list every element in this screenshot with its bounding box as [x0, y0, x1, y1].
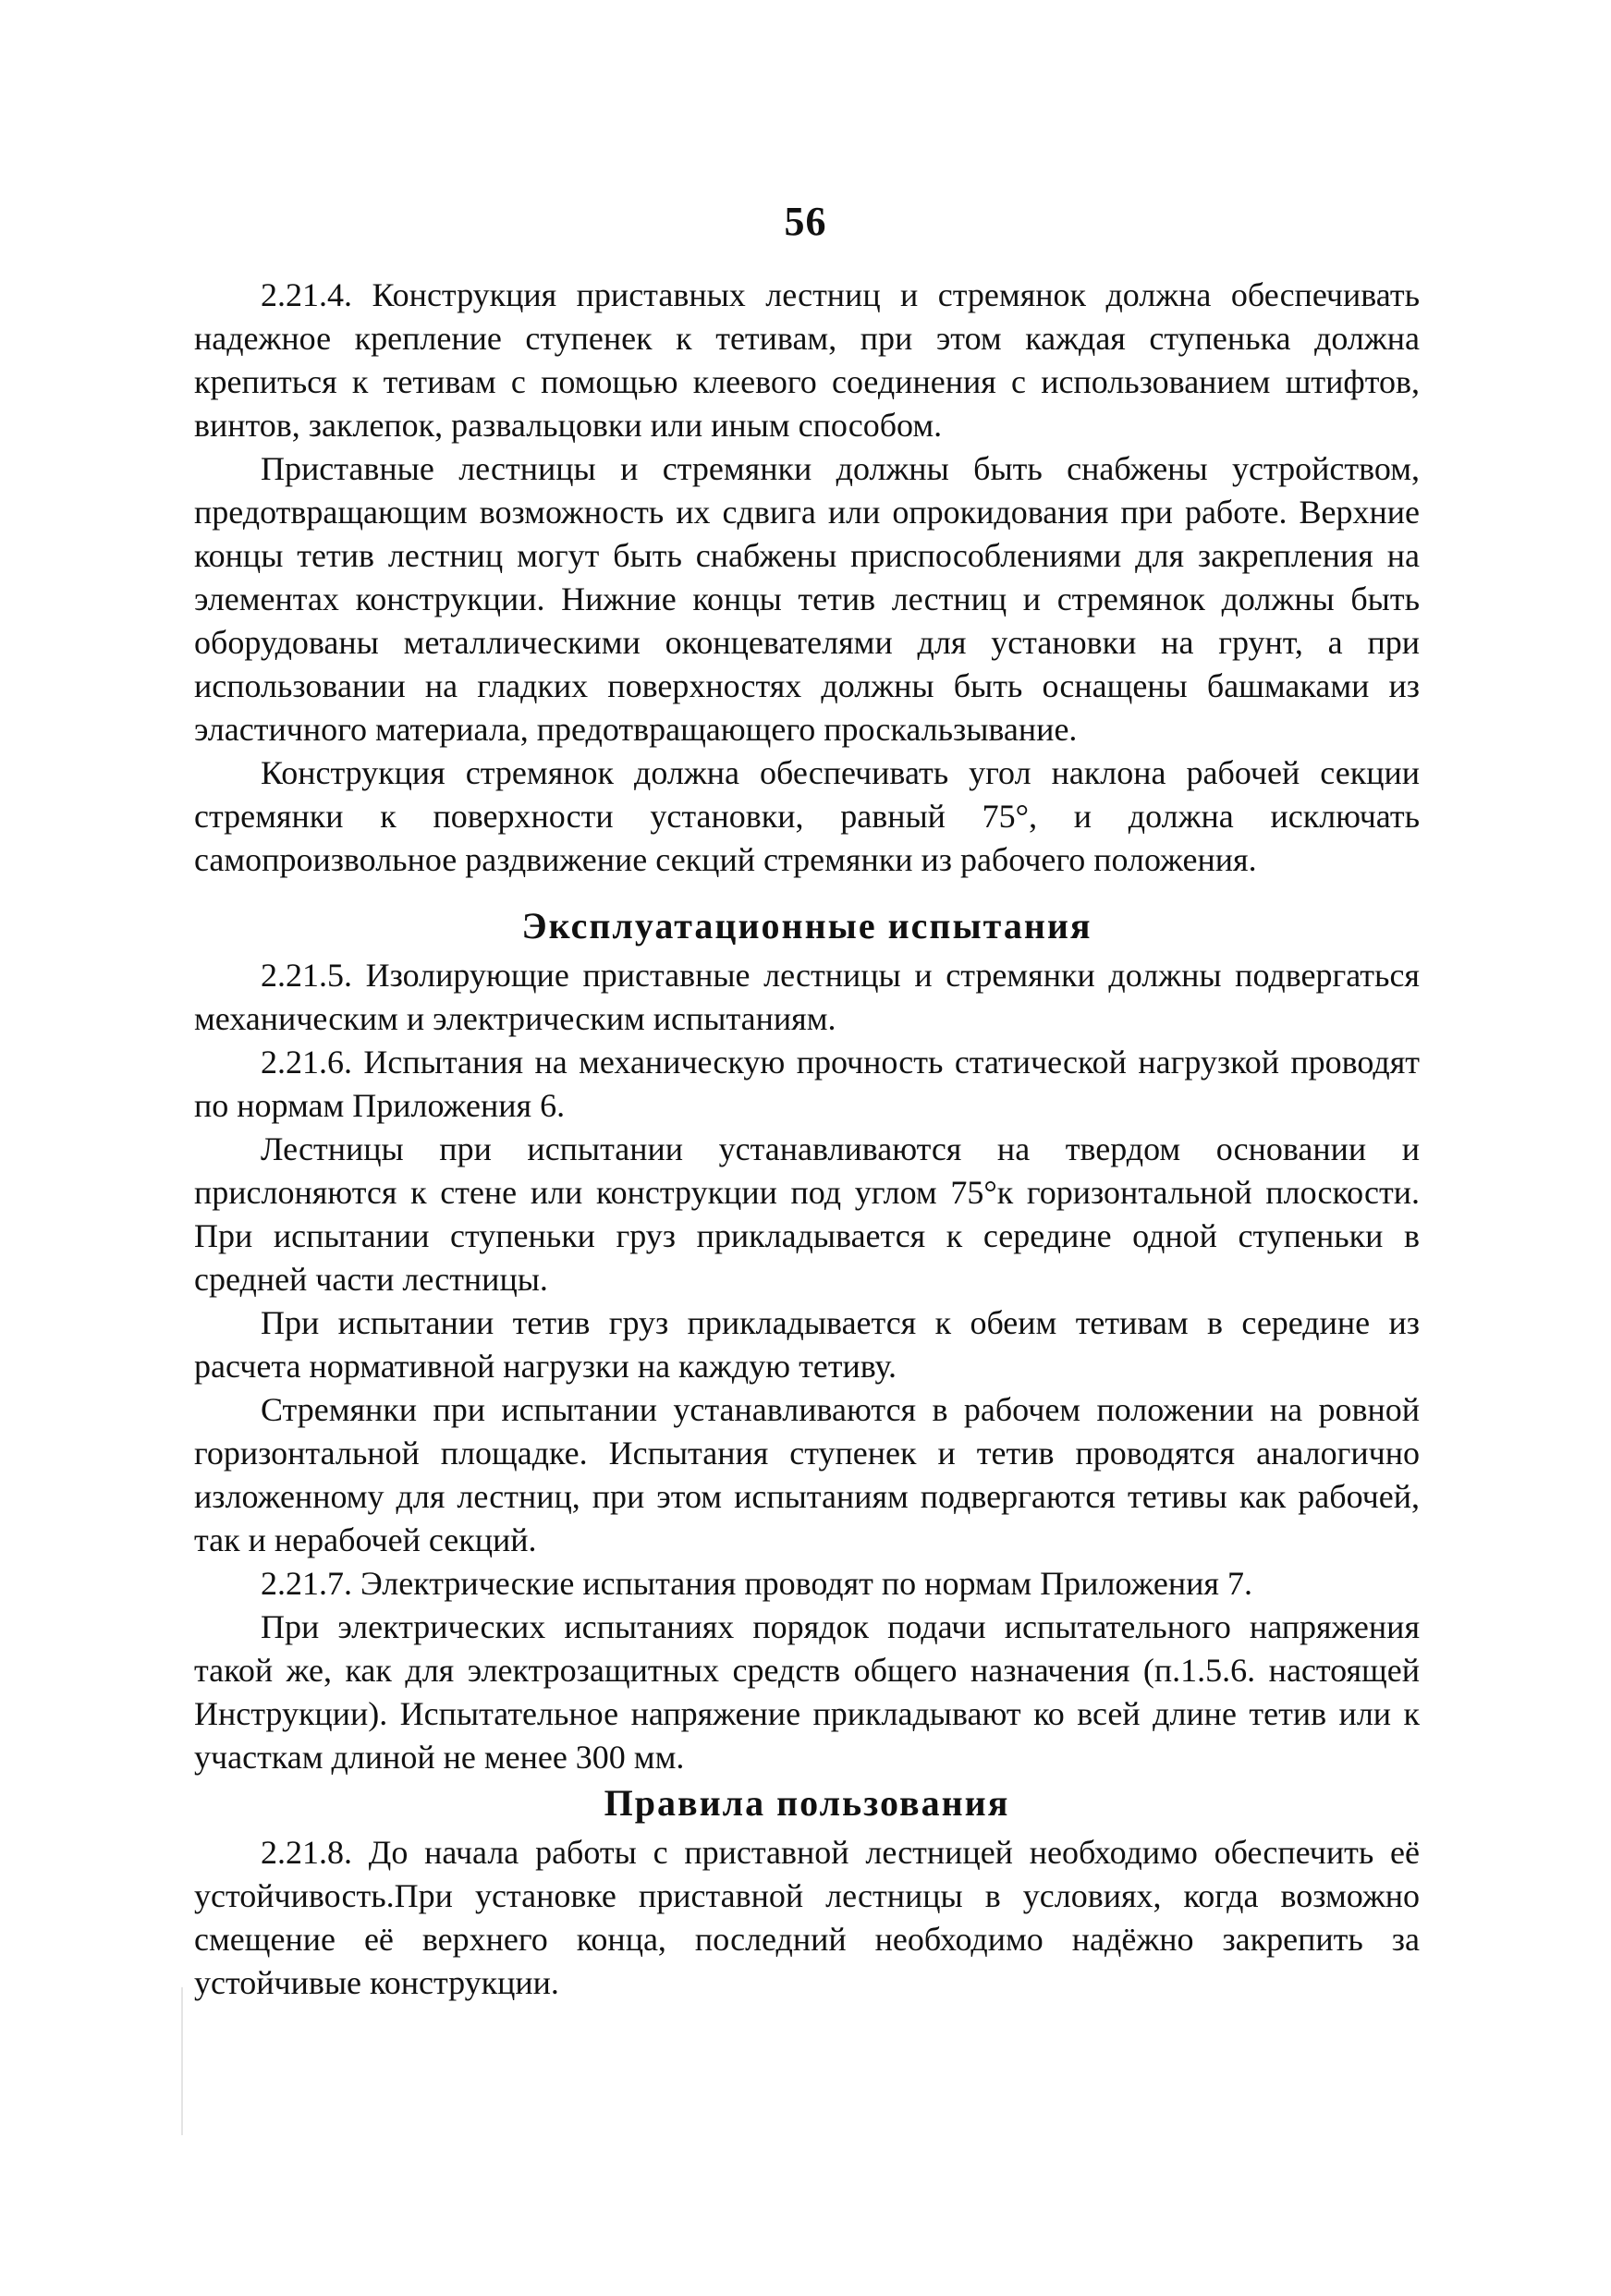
paragraph-electrical-testing: При электрических испытаниях порядок подачи испытательного напряжения такой же, как для электрозащитных средств общего назначения (п.1.5.6. настоящей Инструкции). Испытательное напряжение прикладывают ко всей длине тетив или к участкам длиной не менее 300 мм. [194, 1608, 1420, 1776]
page-number: 56 [784, 199, 827, 244]
body-text [194, 274, 1420, 2005]
paragraph-2-21-8: 2.21.8. До начала работы с приставной лестницей необходимо обеспечить её устойчивость.При установке приставной лестницы в условиях, когда возможно смещение её верхнего конца, последний необходимо надёжно закрепить за устойчивые конструкции. [194, 1834, 1420, 2001]
section-heading-operational-tests: Эксплуатационные испытания [521, 905, 1092, 946]
paragraph-2-21-4: 2.21.4. Конструкция приставных лестниц и стремянок должна обеспечивать надежное крепление ступенек к тетивам, при этом каждая ступенька должна крепиться к тетивам с помощью клеевого соединения с использованием штифтов, винтов, заклепок, развальцовки или иным способом. [194, 276, 1420, 444]
paragraph-ladder-testing: Лестницы при испытании устанавливаются на твердом основании и прислоняются к стене или конструкции под углом 75°к горизонтальной плоскости. При испытании ступеньки груз прикладывается к середине одной ступеньки в средней части лестницы. [194, 1130, 1420, 1298]
scan-margin-line [181, 1987, 183, 2135]
paragraph-stepladder-testing: Стремянки при испытании устанавливаются в рабочем положении на ровной горизонтальной площадке. Испытания ступенек и тетив проводятся аналогично изложенному для лестниц, при этом испытаниям подвергаются тетивы как рабочей, так и нерабочей секций. [194, 1391, 1420, 1558]
section-heading-usage-rules: Правила пользования [604, 1782, 1010, 1824]
paragraph-stepladder-angle: Конструкция стремянок должна обеспечивать угол наклона рабочей секции стремянки к поверхности установки, равный 75°, и должна исключать самопроизвольное раздвижение секций стремянки из рабочего положения. [194, 754, 1420, 878]
paragraph-ladder-devices: Приставные лестницы и стремянки должны быть снабжены устройством, предотвращающим возможность их сдвига или опрокидования при работе. Верхние концы тетив лестниц могут быть снабжены приспособлениями для закрепления на элементах конструкции. Нижние концы тетив лестниц и стремянок должны быть оборудованы металлическими оконцевателями для установки на грунт, а при использовании на гладких поверхностях должны быть оснащены башмаками из эластичного материала, предотвращающего проскальзывание. [194, 450, 1420, 748]
paragraph-2-21-5: 2.21.5. Изолирующие приставные лестницы и стремянки должны подвергаться механическим и электрическим испытаниям. [194, 957, 1420, 1037]
paragraph-2-21-6: 2.21.6. Испытания на механическую прочность статической нагрузкой проводят по нормам Приложения 6. [194, 1044, 1420, 1124]
paragraph-2-21-7: 2.21.7. Электрические испытания проводят по нормам Приложения 7. [261, 1565, 1252, 1602]
paragraph-stringer-testing: При испытании тетив груз прикладывается к обеим тетивам в середине из расчета нормативной нагрузки на каждую тетиву. [194, 1304, 1420, 1385]
